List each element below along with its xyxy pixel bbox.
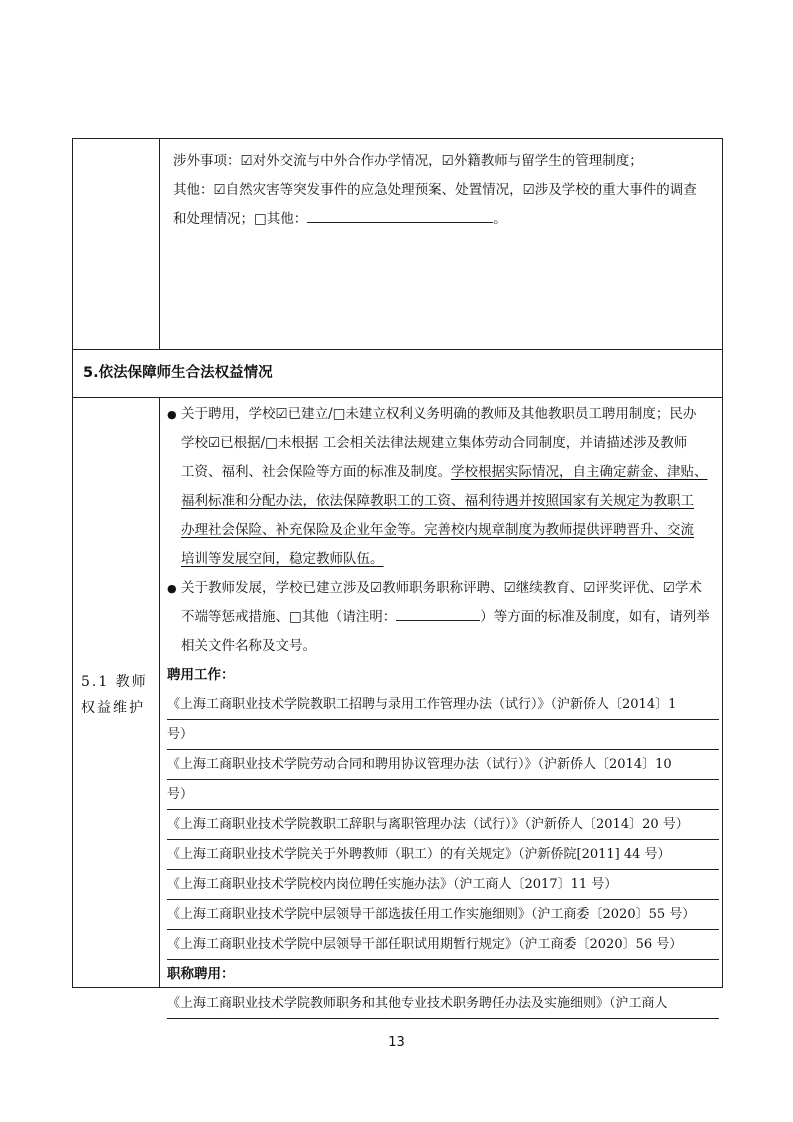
label-cell xyxy=(73,397,160,987)
title-heading: 职称聘用： xyxy=(167,966,235,982)
document-line: 《上海工商职业技术学院教职工招聘与录用工作管理办法（试行）》（沪新侨人〔2014〕1 xyxy=(167,690,719,720)
page-number: 13 xyxy=(388,1035,405,1050)
text-line: 其他：☑自然灾害等突发事件的应急处理预案、处置情况，☑涉及学校的重大事件的调查 xyxy=(173,182,697,198)
text-span: ）等方面的标准及制度，如有，请列举 xyxy=(480,609,710,625)
foreign-affairs-content xyxy=(173,147,713,234)
document-line: 《上海工商职业技术学院中层领导干部任职试用期暂行规定》（沪工商委〔2020〕56 号） xyxy=(167,930,719,960)
empty-label-cell xyxy=(73,139,160,349)
bullet-item-development xyxy=(167,574,719,661)
bullet-icon: ● xyxy=(167,582,177,595)
underlined-text: 学校根据实际情况，自主确定薪金、津贴、 xyxy=(451,464,708,480)
document-line: 号） xyxy=(167,720,719,750)
document-line: 《上海工商职业技术学院校内岗位聘任实施办法》（沪工商人〔2017〕11 号） xyxy=(167,870,719,900)
underlined-text: 福利标准和分配办法，依法保障教职工的工资、福利待遇并按照国家有关规定为教职工 xyxy=(181,493,694,509)
fill-blank xyxy=(307,210,493,223)
document-line: 《上海工商职业技术学院教职工辞职与离职管理办法（试行）》（沪新侨人〔2014〕20 号） xyxy=(167,810,719,840)
table-row-foreign-affairs xyxy=(72,138,723,350)
document-line: 《上海工商职业技术学院中层领导干部选拔任用工作实施细则》（沪工商委〔2020〕55 号） xyxy=(167,900,719,930)
hire-heading: 聘用工作： xyxy=(167,667,235,683)
text-span: 工资、福利、社会保险等方面的标准及制度。 xyxy=(181,464,451,480)
text-line: 学校☑已根据/□未根据 工会相关法律法规建立集体劳动合同制度，并请描述涉及教师 xyxy=(181,435,688,451)
other-label: 和处理情况；□其他： xyxy=(173,211,308,227)
bullet-icon: ● xyxy=(167,408,177,421)
document-line: 《上海工商职业技术学院关于外聘教师（职工）的有关规定》（沪新侨院[2011] 44 号） xyxy=(167,840,719,870)
row-label: 5.1 教师权益维护 xyxy=(81,674,148,716)
end-mark: 。 xyxy=(493,211,507,227)
text-line: 关于教师发展，学校已建立涉及☑教师职务职称评聘、☑继续教育、☑评奖评优、☑学术 xyxy=(181,580,702,596)
table-row-section-heading xyxy=(72,348,723,398)
text-line: 涉外事项：☑对外交流与中外合作办学情况，☑外籍教师与留学生的管理制度； xyxy=(173,153,643,169)
text-line xyxy=(181,603,719,632)
teacher-rights-content xyxy=(167,400,719,1019)
text-line xyxy=(173,205,713,234)
section-title: 5.依法保障师生合法权益情况 xyxy=(83,365,273,381)
text-span: 不端等惩戒措施、□其他（请注明： xyxy=(181,609,397,625)
document-line: 《上海工商职业技术学院劳动合同和聘用协议管理办法（试行）》（沪新侨人〔2014〕10 xyxy=(167,750,719,780)
document-line: 《上海工商职业技术学院教师职务和其他专业技术职务聘任办法及实施细则》（沪工商人 xyxy=(167,989,719,1019)
text-line: 相关文件名称及文号。 xyxy=(181,638,316,654)
fill-blank xyxy=(396,608,480,621)
document-line: 号） xyxy=(167,780,719,810)
table-row-teacher-rights xyxy=(72,397,723,1011)
underlined-text: 办理社会保险、补充保险及企业年金等。完善校内规章制度为教师提供评聘晋升、交流 xyxy=(181,522,694,538)
text-line xyxy=(181,458,719,487)
report-table xyxy=(72,138,723,1011)
bullet-item-hiring xyxy=(167,400,719,574)
underlined-text: 培训等发展空间，稳定教师队伍。 xyxy=(181,551,384,567)
text-line: 关于聘用，学校☑已建立/□未建立权利义务明确的教师及其他教职员工聘用制度；民办 xyxy=(181,406,697,422)
